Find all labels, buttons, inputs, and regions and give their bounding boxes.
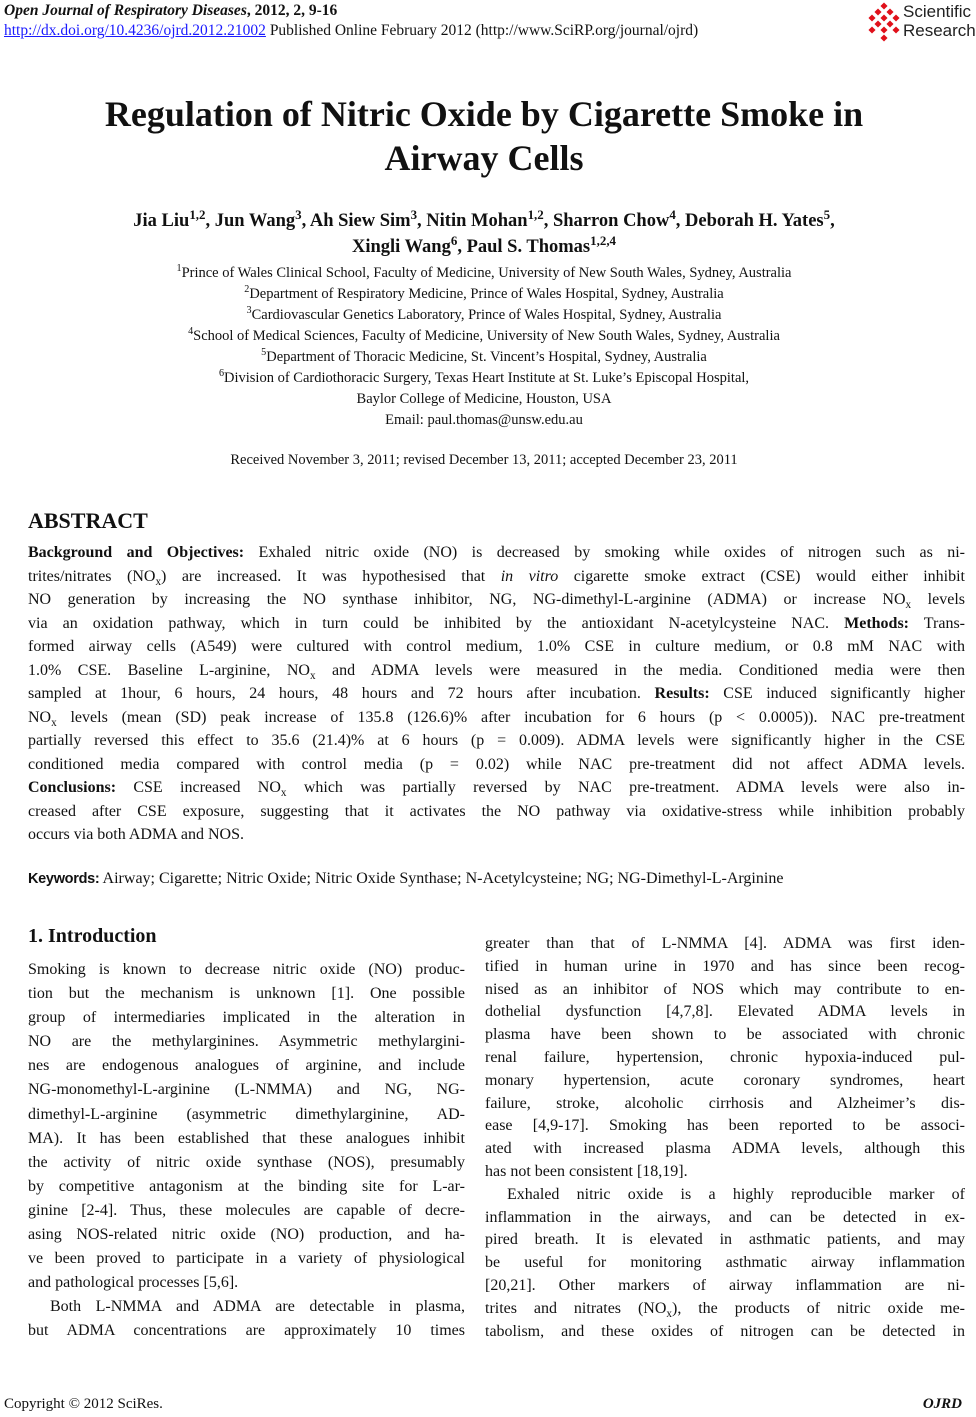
keywords-label: Keywords: xyxy=(28,871,100,887)
text-run: Smoking is known to decrease nitric oxide (NO) produc- xyxy=(28,961,465,978)
text-run: CSE increased NO xyxy=(116,779,281,796)
text-line xyxy=(485,1163,965,1186)
bold-label: Methods: xyxy=(844,614,910,632)
logo-text-1: Scientific xyxy=(903,2,972,21)
text-run: partially reversed this effect to 35.6 (21.4)% at 6 hours (p = 0.009). ADMA levels were significantly higher in the CSE xyxy=(28,732,965,749)
text-run: NO xyxy=(28,708,52,726)
text-run: but ADMA concentrations are approximately 10 times xyxy=(28,1322,465,1340)
text-run: Both L-NMMA and ADMA are detectable in plasma, xyxy=(50,1298,465,1316)
text-run: asing NOS-related nitric oxide (NO) production, and ha- xyxy=(28,1226,465,1244)
superscript: 3 xyxy=(246,305,252,317)
text-run: trites and nitrates (NO xyxy=(485,1299,667,1317)
text-line xyxy=(485,1300,965,1323)
logo-dot xyxy=(880,14,887,21)
logo-dot xyxy=(868,26,875,33)
text-run: Department of Thoracic Medicine, St. Vincent’s Hospital, Sydney, Australia xyxy=(266,349,707,365)
text-line xyxy=(28,1298,465,1322)
text-run: trites/nitrates (NO xyxy=(28,567,156,585)
text-line xyxy=(28,1178,465,1202)
text-run: ease [4,9-17]. Smoking has been reported to be associ- xyxy=(485,1117,965,1135)
text-line xyxy=(485,1117,965,1140)
text-run: [20,21]. Other markers of airway inflammation are ni- xyxy=(485,1276,965,1294)
text-run: ) are increased. It was hypothesised that xyxy=(161,567,501,585)
text-line xyxy=(0,410,968,431)
superscript: 1,2 xyxy=(189,206,206,222)
text-run: tified in human urine in 1970 and has since been recog- xyxy=(485,957,965,975)
text-line xyxy=(28,753,965,777)
text-run: , Jun Wang xyxy=(205,211,296,231)
text-line xyxy=(0,263,968,284)
text-line xyxy=(28,961,465,985)
text-line xyxy=(0,305,968,326)
text-run: Department of Respiratory Medicine, Prince of Wales Hospital, Sydney, Australia xyxy=(249,286,724,302)
text-line xyxy=(0,326,968,347)
text-line xyxy=(485,1095,965,1118)
text-run: Email: paul.thomas@unsw.edu.au xyxy=(385,412,583,428)
superscript: 4 xyxy=(188,326,194,338)
text-line xyxy=(485,981,965,1004)
text-line xyxy=(485,1323,965,1346)
text-line xyxy=(28,541,965,565)
superscript: 1 xyxy=(176,263,182,275)
text-line xyxy=(28,1154,465,1178)
subscript: x xyxy=(280,787,287,800)
text-run: by competitive antagonism at the binding site for L-ar- xyxy=(28,1177,465,1195)
bold-label: Background and Objectives: xyxy=(28,544,245,561)
bold-label: Results: xyxy=(654,685,710,702)
superscript: 6 xyxy=(450,232,458,248)
text-line xyxy=(28,823,965,847)
keywords-list: Airway; Cigarette; Nitric Oxide; Nitric Oxide Synthase; N-Acetylcysteine; NG; NG-Dimethyl-L-Arginine xyxy=(99,870,784,887)
text-run: ve been proved to participate in a variety of physiological xyxy=(28,1250,465,1268)
text-run: and pathological processes [5,6]. xyxy=(28,1274,239,1292)
text-run: Exhaled nitric oxide (NO) is decreased by smoking while oxides of nitrogen such as ni- xyxy=(244,544,966,561)
text-line xyxy=(485,935,965,958)
text-run: Jia Liu xyxy=(133,211,190,231)
text-run: has not been consistent [18,19]. xyxy=(485,1162,688,1180)
published-info: Published Online February 2012 (http://www.SciRP.org/journal/ojrd) xyxy=(265,22,699,39)
text-line xyxy=(28,1274,465,1298)
text-line xyxy=(485,1186,965,1209)
text-run: Xingli Wang xyxy=(351,237,451,257)
subscript: x xyxy=(155,575,162,588)
text-line xyxy=(28,588,965,612)
text-run: Division of Cardiothoracic Surgery, Texas Heart Institute at St. Luke’s Episcopal Hospital, xyxy=(224,370,750,386)
text-line xyxy=(28,1106,465,1130)
text-run: nes are endogenous analogues of arginine, and include xyxy=(28,1057,465,1075)
italic-text: in vitro xyxy=(500,567,559,585)
text-run: Cardiovascular Genetics Laboratory, Prince of Wales Hospital, Sydney, Australia xyxy=(251,307,722,323)
text-line xyxy=(485,1140,965,1163)
text-run: dothelial dysfunction [4,7,8]. Elevated ADMA levels in xyxy=(485,1003,965,1021)
logo-text-2: Research xyxy=(903,21,976,40)
text-run: pired breath. It is elevated in asthmatic patients, and may xyxy=(485,1231,965,1249)
text-line xyxy=(28,1322,465,1346)
text-line xyxy=(485,958,965,981)
left-column-text xyxy=(28,961,465,1347)
text-run: occurs via both ADMA and NOS. xyxy=(28,826,244,843)
text-line xyxy=(485,1254,965,1277)
text-run: 1.0% CSE. Baseline L-arginine, NO xyxy=(28,661,310,679)
text-line xyxy=(28,1130,465,1154)
text-line xyxy=(485,1049,965,1072)
text-run: which was partially reversed by NAC pre-treatment. ADMA levels were also in- xyxy=(286,779,965,796)
logo-dot xyxy=(892,14,899,21)
text-line xyxy=(28,729,965,753)
text-run: nised as an inhibitor of NOS which may contribute to en- xyxy=(485,980,965,998)
text-line xyxy=(0,389,968,410)
right-column-text xyxy=(485,935,965,1345)
text-line xyxy=(485,1231,965,1254)
text-run: formed airway cells (A549) were cultured with control medium, 1.0% CSE in culture medium, or 0.8 mM NAC with xyxy=(28,638,965,655)
text-line xyxy=(0,208,968,234)
text-line xyxy=(28,985,465,1009)
logo-dot xyxy=(880,26,887,33)
text-run: ginine [2-4]. Thus, these molecules are capable of decre- xyxy=(28,1201,465,1219)
logo-dot xyxy=(874,8,881,15)
text-run: via an oxidation pathway, which in turn could be inhibited by the antioxidant N-acetylcysteine NAC. xyxy=(28,614,845,632)
text-line xyxy=(28,1202,465,1226)
logo-dot xyxy=(886,8,893,15)
superscript: 1,2 xyxy=(527,206,544,222)
superscript: 3 xyxy=(410,206,418,222)
text-line xyxy=(0,284,968,305)
text-run: Trans- xyxy=(909,614,966,632)
text-run: , Sharron Chow xyxy=(543,211,670,231)
text-line xyxy=(28,659,965,683)
received-dates: Received November 3, 2011; revised December 13, 2011; accepted December 23, 2011 xyxy=(230,452,738,468)
text-run: cigarette smoke extract (CSE) would either inhibit xyxy=(558,567,966,585)
superscript: 3 xyxy=(295,206,302,222)
journal-abbreviation: OJRD xyxy=(922,1396,962,1412)
text-line xyxy=(28,706,965,730)
citation: , 2012, 2, 9-16 xyxy=(246,2,338,19)
text-run: sampled at 1hour, 6 hours, 24 hours, 48 hours and 72 hours after incubation. xyxy=(28,685,655,702)
text-line xyxy=(0,347,968,368)
text-line xyxy=(28,1226,465,1250)
text-run: group of intermediaries implicated in the alteration in xyxy=(28,1009,465,1027)
text-line xyxy=(485,1003,965,1026)
text-line xyxy=(485,1209,965,1232)
text-line xyxy=(485,1026,965,1049)
subscript: x xyxy=(666,1307,672,1320)
logo-dot xyxy=(892,26,899,33)
text-run: ), the products of nitric oxide me- xyxy=(671,1299,965,1317)
logo-dot xyxy=(868,14,875,21)
text-run: MA). It has been established that these analogues inhibit xyxy=(28,1129,465,1147)
text-line xyxy=(28,1081,465,1105)
text-line xyxy=(28,565,965,589)
subscript: x xyxy=(309,669,316,682)
title-line: Airway Cells xyxy=(384,138,584,178)
text-run: failure, stroke, alcoholic cirrhosis and Alzheimer’s dis- xyxy=(485,1094,965,1112)
text-run: Prince of Wales Clinical School, Faculty of Medicine, University of New South Wales, Sydney, Australia xyxy=(181,265,792,281)
logo-dot xyxy=(874,20,881,27)
text-run: , Paul S. Thomas xyxy=(457,237,591,257)
abstract-heading: ABSTRACT xyxy=(28,508,148,533)
text-run: NG-monomethyl-L-arginine (L-NMMA) and NG, NG- xyxy=(28,1081,465,1099)
title-line: Regulation of Nitric Oxide by Cigarette Smoke in xyxy=(104,94,864,134)
superscript: 4 xyxy=(669,206,676,222)
text-run: renal failure, hypertension, chronic hypoxia-induced pul- xyxy=(485,1048,965,1066)
text-line xyxy=(0,234,968,260)
subscript: x xyxy=(905,599,912,612)
text-line xyxy=(485,1277,965,1300)
superscript: 6 xyxy=(218,368,224,380)
text-run: dimethyl-L-arginine (asymmetric dimethylarginine, AD- xyxy=(28,1105,465,1123)
text-run: School of Medical Sciences, Faculty of Medicine, University of New South Wales, Sydney, Australia xyxy=(193,328,780,344)
text-run: and ADMA levels were measured in the media. Conditioned media were then xyxy=(315,661,965,679)
text-line xyxy=(28,1033,465,1057)
scientific-research-logo xyxy=(866,2,976,42)
abstract-body xyxy=(28,541,965,847)
text-run: , Ah Siew Sim xyxy=(301,211,411,231)
text-run: NO generation by increasing the NO synthase inhibitor, NG, NG-dimethyl-L-arginine (ADMA) or increase NO xyxy=(28,591,906,608)
text-line xyxy=(28,776,965,800)
text-run: tion but the mechanism is unknown [1]. One possible xyxy=(28,985,465,1003)
text-line xyxy=(28,612,965,636)
text-line xyxy=(28,1009,465,1033)
text-run: greater than that of L-NMMA [4]. ADMA was first iden- xyxy=(485,935,965,952)
bold-label: Conclusions: xyxy=(28,779,117,796)
text-line xyxy=(0,368,968,389)
journal-name: Open Journal of Respiratory Diseases xyxy=(4,2,247,19)
logo-dot xyxy=(880,2,887,9)
text-run: creased after CSE exposure, suggesting that it activates the NO pathway via oxidative-stress while inhibition probably xyxy=(28,802,965,820)
text-run: Baylor College of Medicine, Houston, USA xyxy=(356,391,612,407)
text-run: tabolism, and these oxides of nitrogen can be detected in xyxy=(485,1322,965,1340)
text-run: conditioned media compared with control media (p = 0.02) while NAC pre-treatment did not affect ADMA levels. xyxy=(28,755,965,773)
logo-dot xyxy=(880,34,887,41)
section-heading: 1. Introduction xyxy=(28,925,157,947)
text-run: be useful for monitoring asthmatic airway inflammation xyxy=(485,1254,965,1272)
publication-line xyxy=(4,22,698,40)
text-run: CSE induced significantly higher xyxy=(709,685,966,702)
superscript: 1,2,4 xyxy=(590,232,617,248)
text-run: Exhaled nitric oxide is a highly reproducible marker of xyxy=(507,1185,965,1203)
text-line xyxy=(28,1250,465,1274)
superscript: 5 xyxy=(823,206,831,222)
keywords xyxy=(28,870,783,888)
text-line xyxy=(28,800,965,824)
subscript: x xyxy=(51,716,57,729)
author-list xyxy=(0,208,968,260)
text-run: monary hypertension, acute coronary syndromes, heart xyxy=(485,1071,965,1089)
superscript: 2 xyxy=(244,284,250,296)
affiliations xyxy=(0,263,968,431)
text-line xyxy=(485,1072,965,1095)
logo-dot xyxy=(886,20,893,27)
text-run: levels (mean (SD) peak increase of 135.8 (126.6)% after incubation for 6 hours (p < 0.0005)). NAC pre-treatment xyxy=(56,708,965,726)
logo-diamond-icon xyxy=(866,2,902,42)
text-run: levels xyxy=(911,591,965,608)
text-run: NO are the methylarginines. Asymmetric methylargini- xyxy=(28,1033,465,1051)
doi-link[interactable]: http://dx.doi.org/10.4236/ojrd.2012.21002 xyxy=(4,22,266,39)
text-line xyxy=(28,682,965,706)
text-line xyxy=(28,635,965,659)
journal-citation xyxy=(4,2,337,20)
paper-title xyxy=(0,92,968,180)
superscript: 5 xyxy=(261,347,267,359)
text-line xyxy=(28,1057,465,1081)
text-run: , Nitin Mohan xyxy=(417,211,528,231)
text-run: plasma have been shown to be associated with chronic xyxy=(485,1026,965,1044)
text-run: , Deborah H. Yates xyxy=(675,211,824,231)
text-run: , xyxy=(830,211,835,231)
text-run: the activity of nitric oxide synthase (NOS), presumably xyxy=(28,1153,465,1171)
copyright: Copyright © 2012 SciRes. xyxy=(4,1396,163,1412)
text-run: ated with increased plasma ADMA levels, although this xyxy=(485,1140,965,1158)
text-run: inflammation in the airways, and can be detected in ex- xyxy=(485,1208,965,1226)
